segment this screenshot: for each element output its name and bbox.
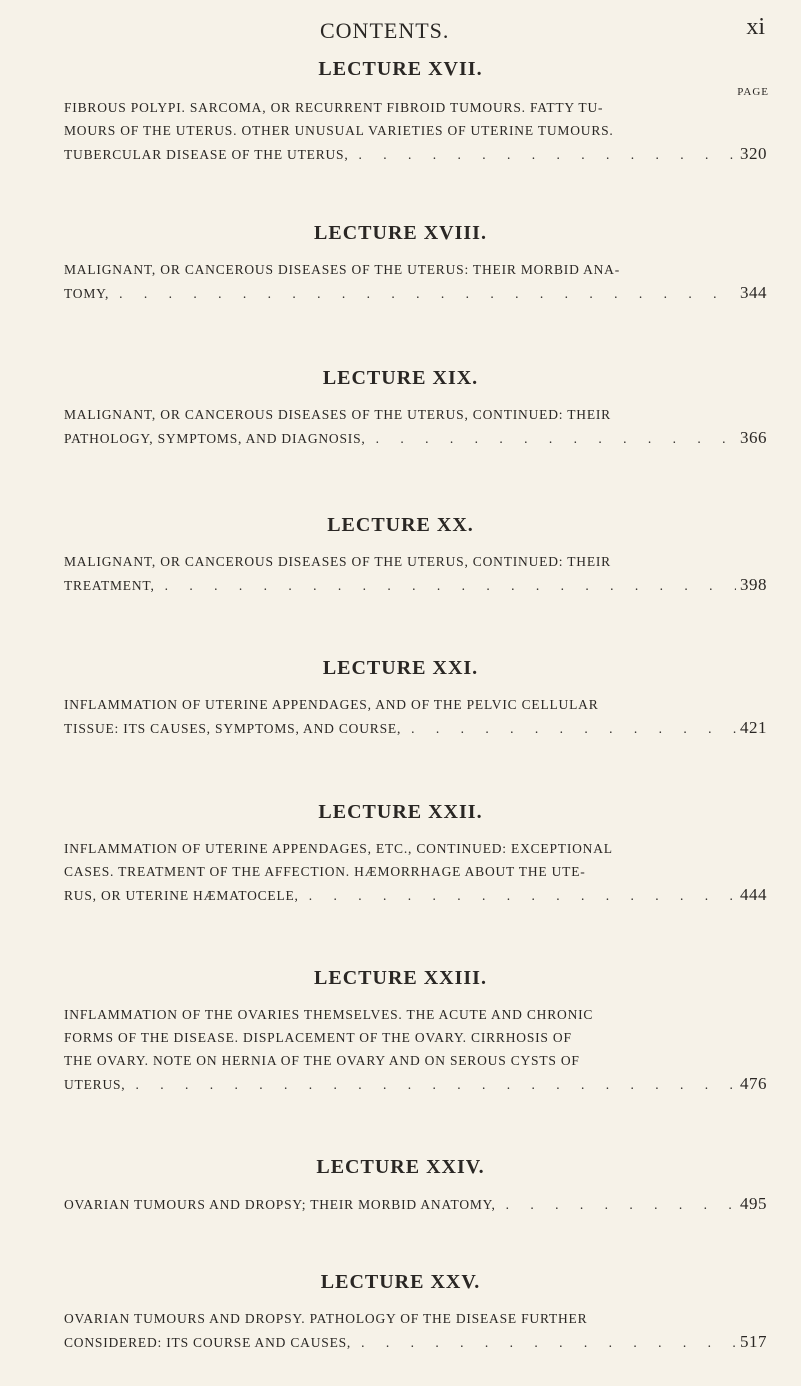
page-reference: 320 xyxy=(740,144,767,163)
entry-line: TUBERCULAR DISEASE OF THE UTERUS, xyxy=(64,147,349,162)
dot-leader xyxy=(361,1331,736,1354)
contents-entry xyxy=(64,693,767,740)
entry-last-line xyxy=(64,716,767,740)
entry-last-line xyxy=(64,573,767,597)
lecture-section xyxy=(0,1271,801,1354)
entry-line: INFLAMMATION OF THE OVARIES THEMSELVES. THE ACUTE AND CHRONIC xyxy=(64,1007,594,1022)
lecture-title: LECTURE XXV. xyxy=(320,1271,481,1293)
page-column-label: PAGE xyxy=(737,86,769,98)
page-reference: 495 xyxy=(740,1194,767,1213)
contents-entry xyxy=(64,837,767,907)
entry-last-line xyxy=(64,1330,767,1354)
contents-entry xyxy=(64,1307,767,1354)
lecture-section xyxy=(0,222,801,305)
dot-leader xyxy=(376,427,736,450)
entry-last-line xyxy=(64,1072,767,1096)
page-reference: 398 xyxy=(740,575,767,594)
lecture-section xyxy=(0,367,801,450)
entry-last-line xyxy=(64,426,767,450)
entry-line: FORMS OF THE DISEASE. DISPLACEMENT OF THE OVARY. CIRRHOSIS OF xyxy=(64,1030,572,1045)
dot-leader xyxy=(119,282,736,305)
lecture-title: LECTURE XVII. xyxy=(318,58,483,80)
entry-last-line xyxy=(64,142,767,166)
entry-line: MOURS OF THE UTERUS. OTHER UNUSUAL VARIETIES OF UTERINE TUMOURS. xyxy=(64,123,614,138)
lecture-section xyxy=(0,657,801,740)
entry-line: MALIGNANT, OR CANCEROUS DISEASES OF THE UTERUS, CONTINUED: THEIR xyxy=(64,407,611,422)
lecture-title: LECTURE XXII. xyxy=(318,801,483,823)
entry-line: INFLAMMATION OF UTERINE APPENDAGES, AND OF THE PELVIC CELLULAR xyxy=(64,697,599,712)
dot-leader xyxy=(506,1193,736,1216)
entry-line: PATHOLOGY, SYMPTOMS, AND DIAGNOSIS, xyxy=(64,431,366,446)
contents-entry xyxy=(64,96,767,166)
entry-line: MALIGNANT, OR CANCEROUS DISEASES OF THE UTERUS, CONTINUED: THEIR xyxy=(64,554,611,569)
lecture-section xyxy=(0,58,801,166)
entry-line: OVARIAN TUMOURS AND DROPSY; THEIR MORBID ANATOMY, xyxy=(64,1197,496,1212)
entry-line: TREATMENT, xyxy=(64,578,155,593)
lecture-title: LECTURE XVIII. xyxy=(314,222,487,244)
entry-line: UTERUS, xyxy=(64,1077,126,1092)
dot-leader xyxy=(165,574,736,597)
entry-line: TOMY, xyxy=(64,286,110,301)
lecture-title: LECTURE XX. xyxy=(327,514,474,536)
page-reference: 476 xyxy=(740,1074,767,1093)
page-reference: 344 xyxy=(740,283,767,302)
entry-line: TISSUE: ITS CAUSES, SYMPTOMS, AND COURSE, xyxy=(64,721,402,736)
entry-line: FIBROUS POLYPI. SARCOMA, OR RECURRENT FIBROID TUMOURS. FATTY TU- xyxy=(64,100,604,115)
page-number: xi xyxy=(746,14,765,40)
dot-leader xyxy=(135,1073,736,1096)
contents-entry xyxy=(64,1192,767,1216)
entry-line: THE OVARY. NOTE ON HERNIA OF THE OVARY AND ON SEROUS CYSTS OF xyxy=(64,1053,580,1068)
contents-entry xyxy=(64,258,767,305)
page-reference: 421 xyxy=(740,718,767,737)
page-reference: 517 xyxy=(740,1332,767,1351)
lecture-section xyxy=(0,514,801,597)
lecture-section xyxy=(0,1156,801,1216)
lecture-title: LECTURE XIX. xyxy=(322,367,479,389)
contents-entry xyxy=(64,1003,767,1096)
entry-last-line xyxy=(64,1192,767,1216)
lecture-title: LECTURE XXIII. xyxy=(314,967,487,989)
entry-line: MALIGNANT, OR CANCEROUS DISEASES OF THE UTERUS: THEIR MORBID ANA- xyxy=(64,262,621,277)
lecture-title: LECTURE XXI. xyxy=(322,657,479,679)
dot-leader xyxy=(309,884,736,907)
entry-line: OVARIAN TUMOURS AND DROPSY. PATHOLOGY OF THE DISEASE FURTHER xyxy=(64,1311,588,1326)
entry-last-line xyxy=(64,281,767,305)
entry-line: CONSIDERED: ITS COURSE AND CAUSES, xyxy=(64,1335,352,1350)
entry-last-line xyxy=(64,883,767,907)
contents-entry xyxy=(64,403,767,450)
entry-line: CASES. TREATMENT OF THE AFFECTION. HÆMORRHAGE ABOUT THE UTE- xyxy=(64,864,586,879)
lecture-title: LECTURE XXIV. xyxy=(316,1156,485,1178)
dot-leader xyxy=(411,717,736,740)
dot-leader xyxy=(359,143,736,166)
lecture-section xyxy=(0,801,801,907)
entry-line: INFLAMMATION OF UTERINE APPENDAGES, ETC., CONTINUED: EXCEPTIONAL xyxy=(64,841,613,856)
running-head: CONTENTS. xyxy=(320,18,450,43)
lecture-section xyxy=(0,967,801,1096)
page-reference: 366 xyxy=(740,428,767,447)
entry-line: RUS, OR UTERINE HÆMATOCELE, xyxy=(64,888,299,903)
contents-entry xyxy=(64,550,767,597)
page-reference: 444 xyxy=(740,885,767,904)
